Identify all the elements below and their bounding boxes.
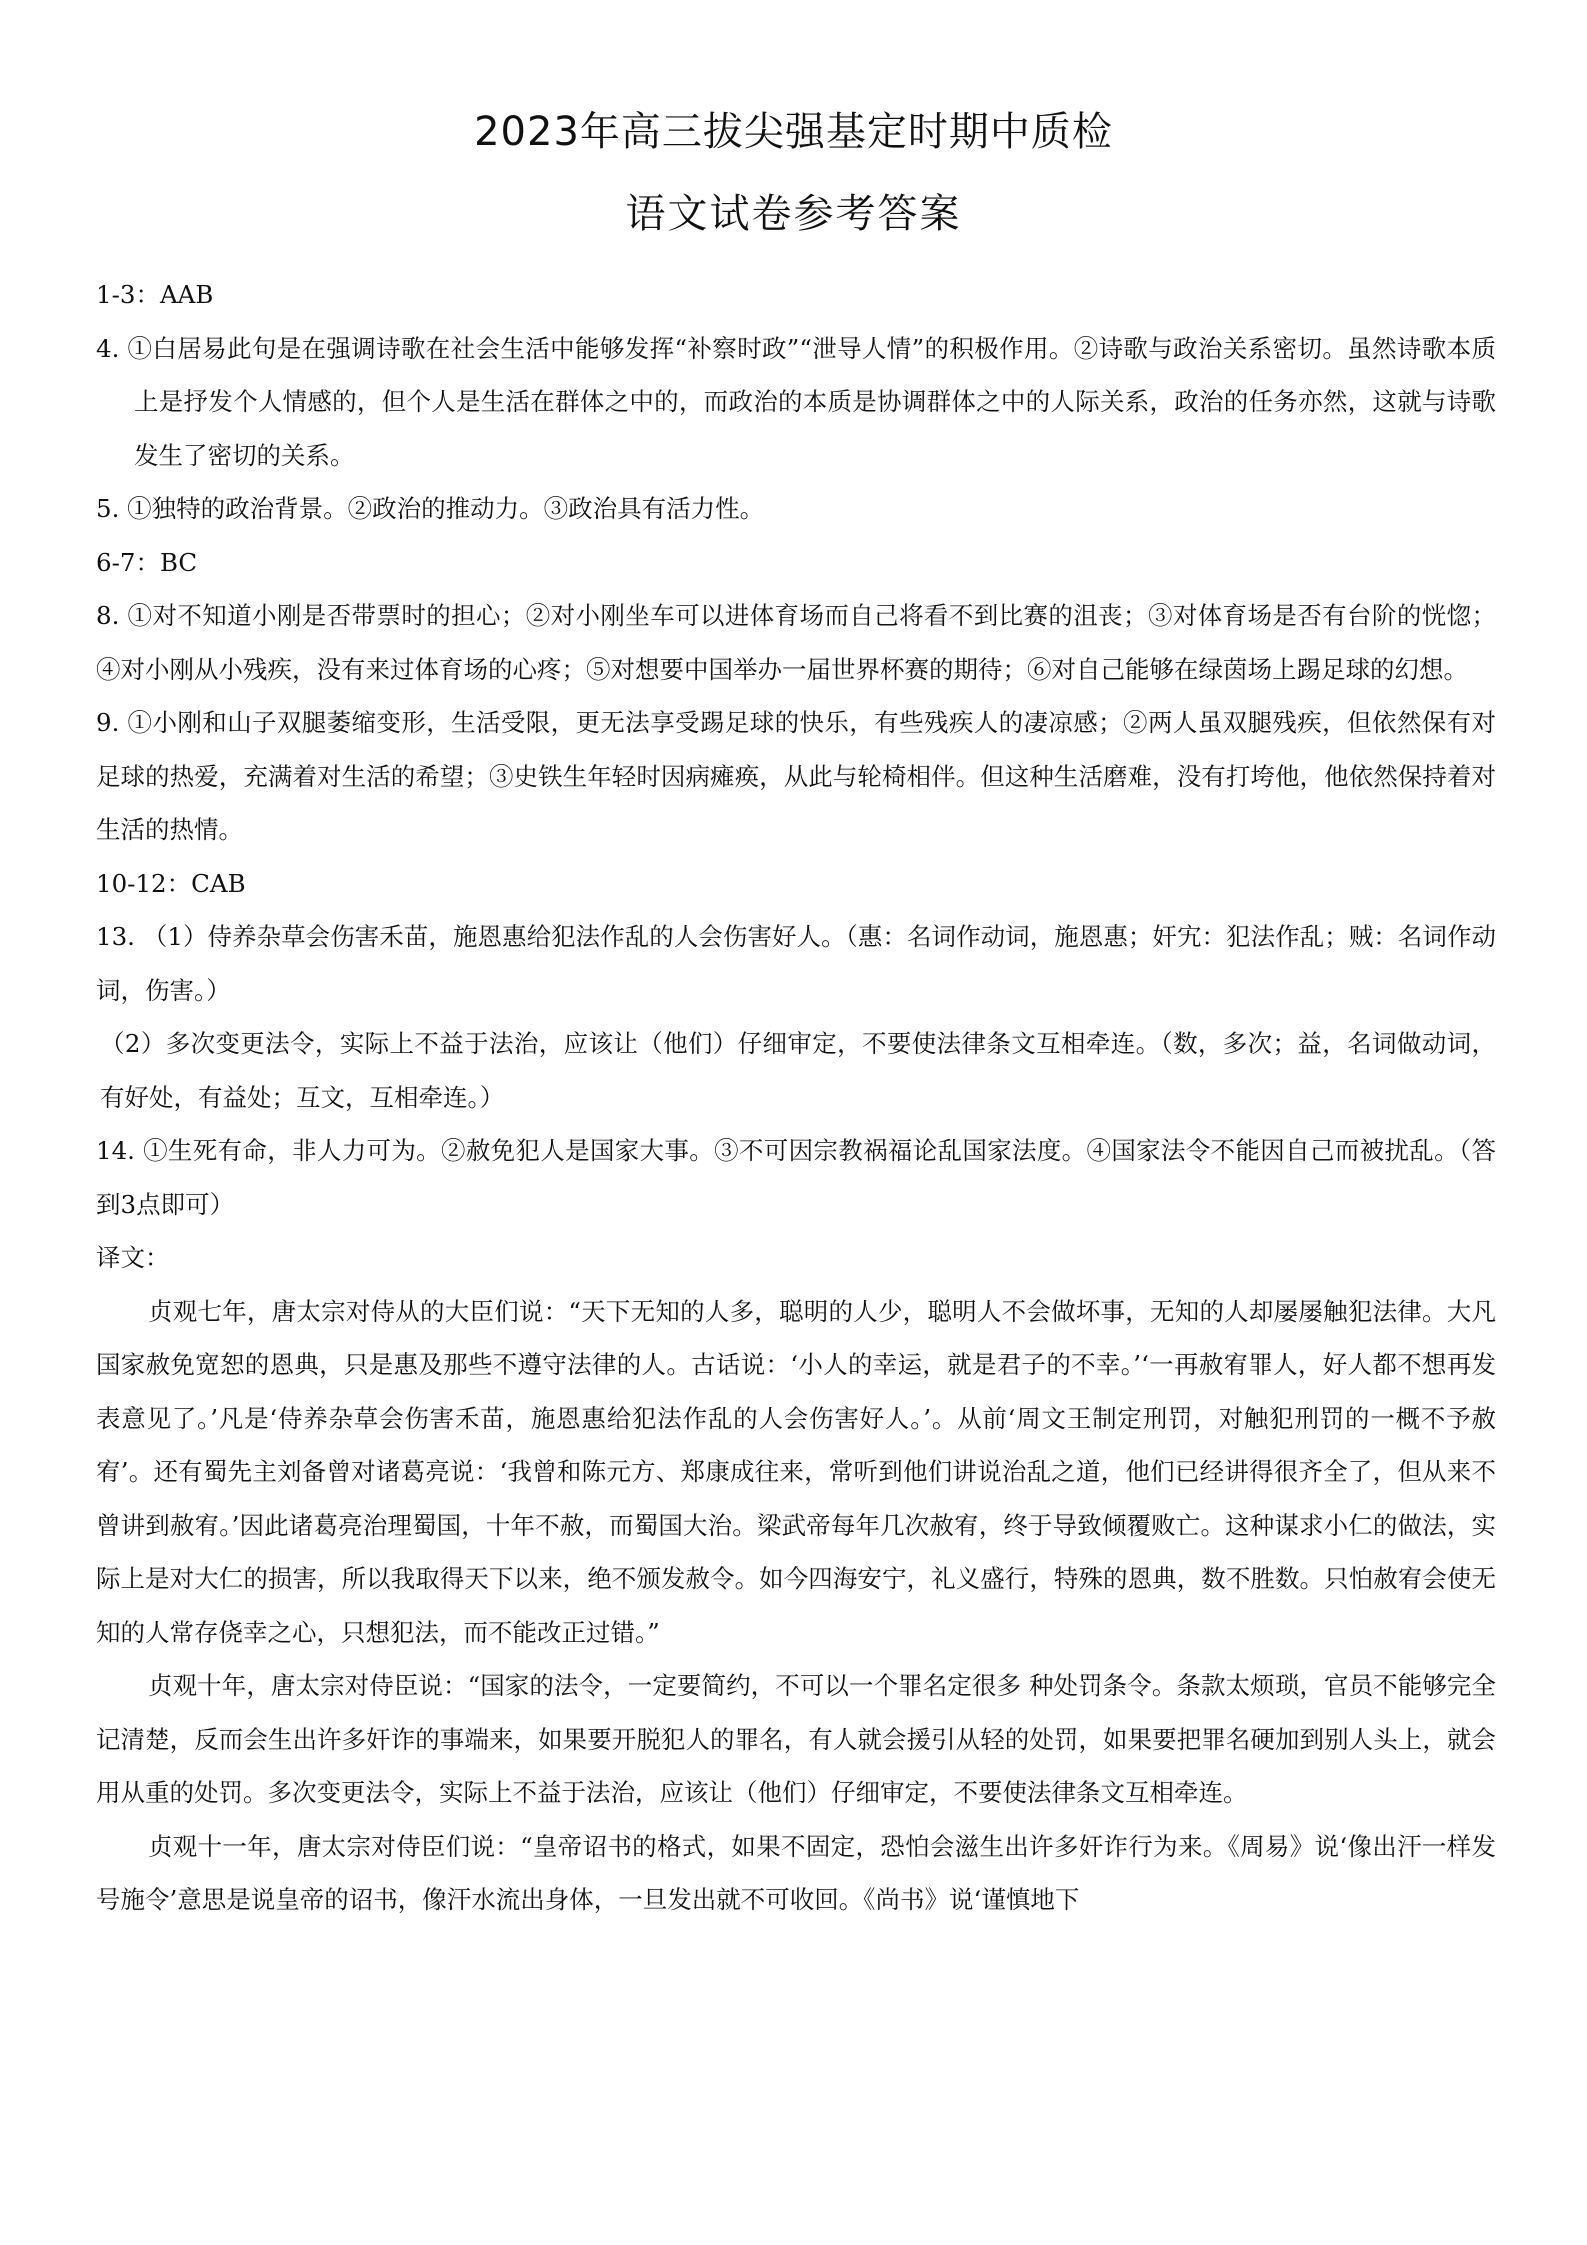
answer-13-part-1: 13. （1）侍养杂草会伤害禾苗，施恩惠给犯法作乱的人会伤害好人。（惠：名词作动词，施恩惠；奸宄：犯法作乱；贼：名词作动词，伤害。） bbox=[96, 922, 1496, 1005]
answer-6-7: 6-7：BC bbox=[96, 547, 198, 577]
document-subtitle: 语文试卷参考答案 bbox=[625, 191, 962, 237]
translation-paragraph-2: 贞观十年，唐太宗对侍臣说：“国家的法令，一定要简约，不可以一个罪名定很多 种处罚条令。条款太烦琐，官员不能够完全记清楚，反而会生出许多奸诈的事端来，如果要开脱犯人的罪名，有人就会援引从轻的处罚，如果要把罪名硬加到别人头上，就会用从重的处罚。多次变更法令，实际上不益于法治，应该让（他们）仔细审定，不要使法律条文互相牵连。 bbox=[96, 1671, 1496, 1807]
answer-4: 4. ①白居易此句是在强调诗歌在社会生活中能够发挥“补察时政”“泄导人情”的积极作用。②诗歌与政治关系密切。虽然诗歌本质上是抒发个人情感的，但个人是生活在群体之中的，而政治的本质是协调群体之中的人际关系，政治的任务亦然，这就与诗歌发生了密切的关系。 bbox=[96, 333, 1496, 470]
answer-9: 9. ①小刚和山子双腿萎缩变形，生活受限，更无法享受踢足球的快乐，有些残疾人的凄凉感；②两人虽双腿残疾，但依然保有对足球的热爱，充满着对生活的希望；③史铁生年轻时因病瘫痪，从此与轮椅相伴。但这种生活磨难，没有打垮他，他依然保持着对生活的热情。 bbox=[96, 708, 1496, 844]
translation-label: 译文： bbox=[96, 1243, 170, 1272]
answer-14: 14. ①生死有命，非人力可为。②赦免犯人是国家大事。③不可因宗教祸福论乱国家法度。④国家法令不能因自己而被扰乱。（答到3点即可） bbox=[96, 1136, 1496, 1219]
answer-10-12: 10-12：CAB bbox=[96, 868, 246, 898]
translation-paragraph-1: 贞观七年，唐太宗对侍从的大臣们说：“天下无知的人多，聪明的人少，聪明人不会做坏事，无知的人却屡屡触犯法律。大凡国家赦免宽恕的恩典，只是惠及那些不遵守法律的人。古话说：‘小人的幸运，就是君子的不幸。’‘一再赦宥罪人，好人都不想再发表意见了。’凡是‘侍养杂草会伤害禾苗，施恩惠给犯法作乱的人会伤害好人。’。从前‘周文王制定刑罚，对触犯刑罚的一概不予赦宥’。还有蜀先主刘备曾对诸葛亮说：‘我曾和陈元方、郑康成往来，常听到他们讲说治乱之道，他们已经讲得很齐全了，但从来不曾讲到赦宥。’因此诸葛亮治理蜀国，十年不赦，而蜀国大治。梁武帝每年几次赦宥，终于导致倾覆败亡。这种谋求小仁的做法，实际上是对大仁的损害，所以我取得天下以来，绝不颁发赦令。如今四海安宁，礼义盛行，特殊的恩典，数不胜数。只怕赦宥会使无知的人常存侥幸之心，只想犯法，而不能改正过错。” bbox=[96, 1296, 1496, 1647]
answer-13-part-2: （2）多次变更法令，实际上不益于法治，应该让（他们）仔细审定，不要使法律条文互相牵连。（数，多次；益，名词做动词，有好处，有益处；互文，互相牵连。） bbox=[100, 1029, 1496, 1112]
document-title: 2023年高三拔尖强基定时期中质检 bbox=[474, 109, 1113, 155]
translation-paragraph-3: 贞观十一年，唐太宗对侍臣们说：“皇帝诏书的格式，如果不固定，恐怕会滋生出许多奸诈行为来。《周易》说‘像出汗一样发号施令’意思是说皇帝的诏书，像汗水流出身体，一旦发出就不可收回。《尚书》说‘谨慎地下 bbox=[96, 1831, 1496, 1914]
answer-1-3: 1-3：AAB bbox=[96, 280, 214, 309]
answer-content bbox=[96, 268, 1496, 1927]
answer-8: 8. ①对不知道小刚是否带票时的担心；②对小刚坐车可以进体育场而自己将看不到比赛的沮丧；③对体育场是否有台阶的恍惚；④对小刚从小残疾，没有来过体育场的心疼；⑤对想要中国举办一届世界杯赛的期待；⑥对自己能够在绿茵场上踢足球的幻想。 bbox=[96, 601, 1496, 684]
answer-5: 5. ①独特的政治背景。②政治的推动力。③政治具有活力性。 bbox=[96, 494, 765, 523]
